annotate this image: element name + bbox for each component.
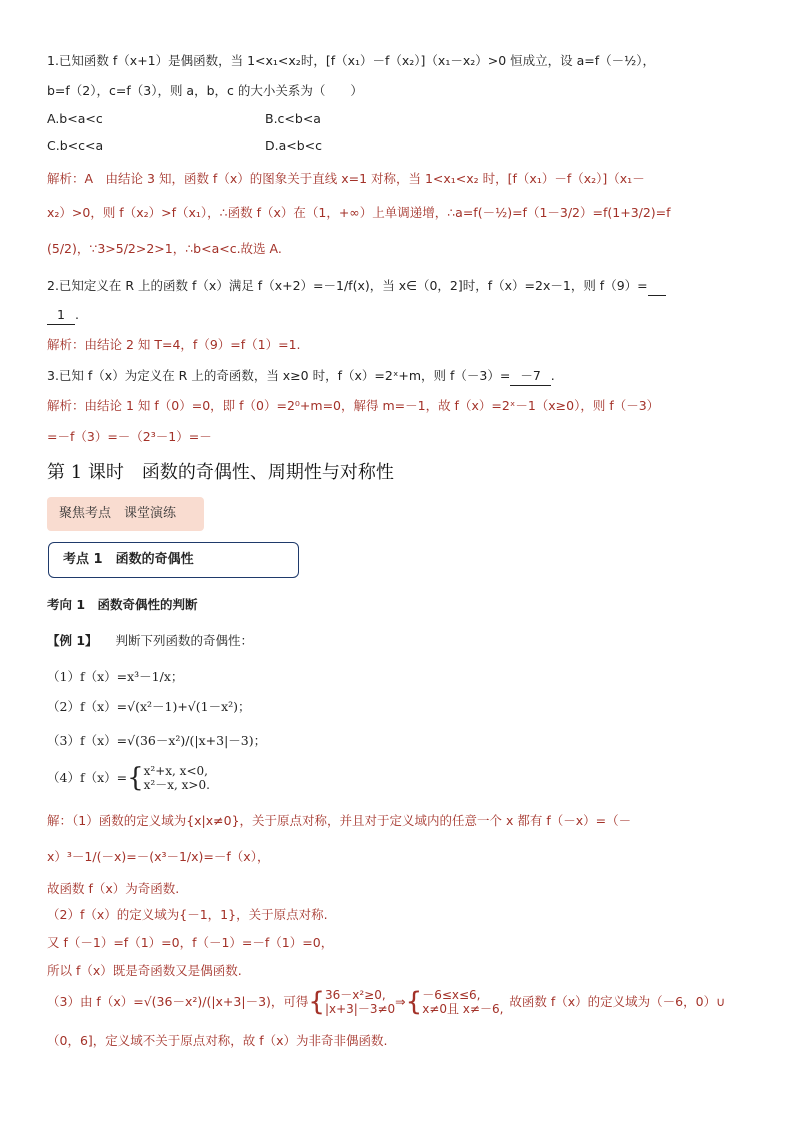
s3-head: （3）由 f（x）=√(36－x²)/(|x+3|－3)，可得 <box>47 994 309 1009</box>
implies-icon: ⇒ <box>395 994 406 1009</box>
q1-solution-line2: x₂）>0，则 f（x₂）>f（x₁），∴函数 f（x）在（1，+∞）上单调递增，∴a=f(－½)=f（1－3/2）=f(1+3/2)=f <box>47 205 671 220</box>
item4-case-1: x²+x, x<0, <box>143 764 208 778</box>
item4-case-2: x²－x, x>0. <box>143 778 210 792</box>
example-item-3: （3）f（x）=√(36－x²)/(|x+3|－3)； <box>47 733 267 748</box>
focus-tag: 聚焦考点 课堂演练 <box>47 497 204 531</box>
solution-2-line1: （2）f（x）的定义域为{－1，1}，关于原点对称. <box>47 907 328 922</box>
item4-head: （4）f（x）= <box>47 770 128 785</box>
example-label: 【例 1】 <box>47 633 98 648</box>
example-item-4 <box>47 764 747 796</box>
solution-2-line2: 又 f（－1）=f（1）=0，f（－1）=－f（1）=0， <box>47 935 334 950</box>
left-brace-icon: { <box>405 987 423 1017</box>
topic-box: 考点 1 函数的奇偶性 <box>48 542 299 578</box>
s3-case-3: －6≤x≤6, <box>422 988 481 1002</box>
s3-case-4: x≠0且 x≠－6, <box>422 1002 504 1016</box>
left-brace-icon: { <box>308 987 325 1017</box>
solution-1-line1: 解：（1）函数的定义域为{x|x≠0}，关于原点对称，并且对于定义域内的任意一个 x 都有 f（－x）=（－ <box>47 813 632 828</box>
example-item-1: （1）f（x）=x³－1/x； <box>47 669 184 684</box>
section-title: 第 1 课时 函数的奇偶性、周期性与对称性 <box>47 462 394 483</box>
q1-option-a: A.b<a<c <box>47 111 103 126</box>
q1-options-row1 <box>47 110 747 128</box>
example-1-prompt <box>47 632 747 650</box>
solution-1-line2: x）³－1/(－x)=－(x³－1/x)=－f（x）， <box>47 849 270 864</box>
q1-option-b: B.c<b<a <box>265 111 321 126</box>
left-brace-icon: { <box>127 763 144 793</box>
direction-heading: 考向 1 函数奇偶性的判断 <box>47 597 198 612</box>
q3-solution-line1: 解析：由结论 1 知 f（0）=0，即 f（0）=2⁰+m=0，解得 m=－1，故 f（x）=2ˣ－1（x≥0），则 f（－3） <box>47 398 660 413</box>
s3-tail: 故函数 f（x）的定义域为（－6，0）∪ <box>509 994 726 1009</box>
q3-answer: －7 <box>510 367 550 386</box>
s3-cases-b <box>422 988 503 1016</box>
example-text: 判断下列函数的奇偶性： <box>115 633 254 648</box>
q1-option-d: D.a<b<c <box>265 138 323 153</box>
solution-2-line3: 所以 f（x）既是奇函数又是偶函数. <box>47 963 242 978</box>
q3-stem: 3.已知 f（x）为定义在 R 上的奇函数，当 x≥0 时，f（x）=2ˣ+m，则 f（－3）= －7 . <box>47 367 747 386</box>
q1-solution-line1: 解析：A 由结论 3 知，函数 f（x）的图象关于直线 x=1 对称，当 1<x₁<x₂ 时，[f（x₁）－f（x₂）]（x₁－ <box>47 171 645 186</box>
q1-stem-line1: 1.已知函数 f（x+1）是偶函数，当 1<x₁<x₂时，[f（x₁）－f（x₂）]（x₁－x₂）>0 恒成立，设 a=f（－½）， <box>47 53 656 68</box>
item4-cases <box>144 764 210 792</box>
q1-options-row2 <box>47 137 747 155</box>
s3-case-1: 36－x²≥0, <box>324 988 386 1002</box>
solution-1-line3: 故函数 f（x）为奇函数. <box>47 881 180 896</box>
example-item-2: （2）f（x）=√(x²－1)+√(1－x²)； <box>47 699 251 714</box>
q1-stem-line2: b=f（2），c=f（3），则 a，b，c 的大小关系为（ ） <box>47 83 363 98</box>
q2-solution: 解析：由结论 2 知 T=4，f（9）=f（1）=1. <box>47 337 301 352</box>
q3-stem-text: 3.已知 f（x）为定义在 R 上的奇函数，当 x≥0 时，f（x）=2ˣ+m，则 f（－3）= <box>47 368 511 383</box>
solution-3-line1 <box>47 988 747 1020</box>
s3-case-2: |x+3|－3≠0 <box>324 1002 396 1016</box>
q2-answer: 1 <box>47 306 75 325</box>
q2-stem <box>47 277 747 296</box>
q2-answer-line: 1 . <box>47 306 747 325</box>
q2-stem-text: 2.已知定义在 R 上的函数 f（x）满足 f（x+2）=－1/f(x)，当 x∈（0，2]时，f（x）=2x－1，则 f（9）= <box>47 278 648 293</box>
s3-cases-a <box>325 988 395 1016</box>
q1-solution-line3: (5/2)，∵3>5/2>2>1，∴b<a<c.故选 A. <box>47 241 282 256</box>
q3-solution-line2: =－f（3）=－（2³－1）=－ <box>47 429 212 444</box>
solution-3-line2: （0，6]，定义域不关于原点对称，故 f（x）为非奇非偶函数. <box>47 1033 388 1048</box>
q1-option-c: C.b<c<a <box>47 138 104 153</box>
